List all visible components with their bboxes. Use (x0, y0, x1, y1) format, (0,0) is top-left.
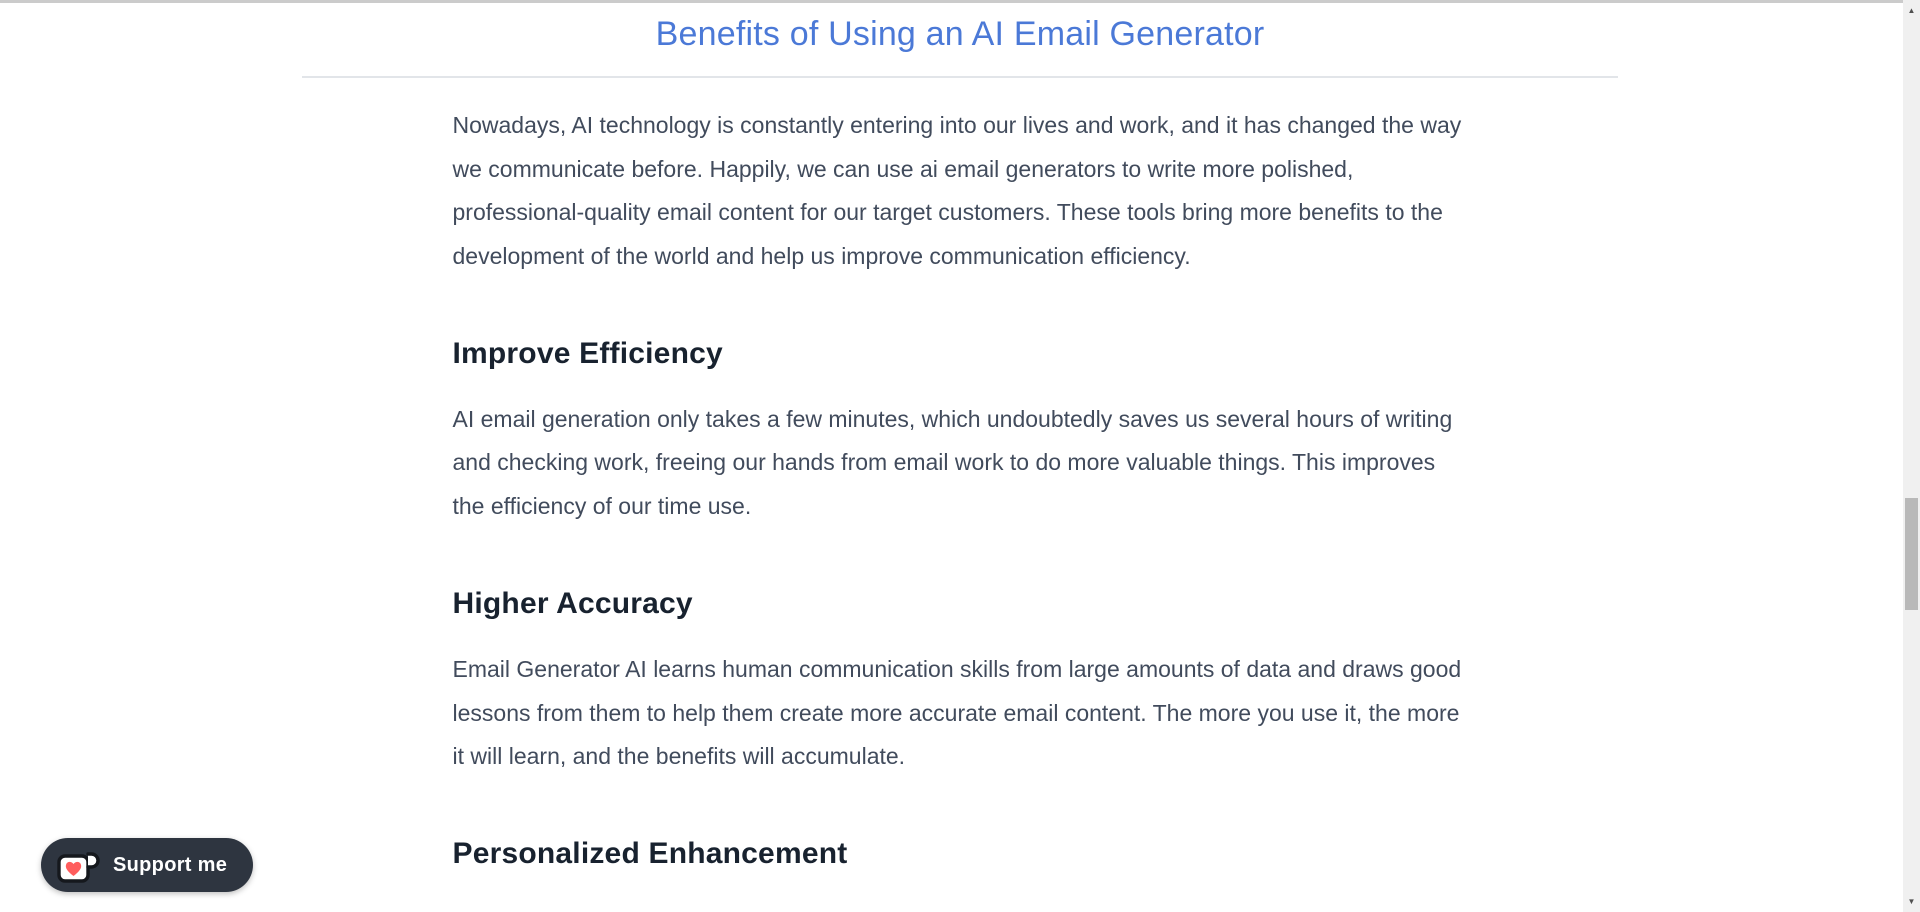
section-paragraph-higher-accuracy: Email Generator AI learns human communication skills from large amounts of data and draws good lessons from them to help them create more accurate email content. The more you use it, the more it will learn, and the benefits will accumulate. (452, 655, 1462, 770)
scrollbar-up-button[interactable] (1903, 2, 1920, 19)
section-heading-higher-accuracy: Higher Accuracy (452, 586, 693, 620)
scrollbar[interactable] (1903, 0, 1920, 912)
section-paragraph-improve-efficiency: AI email generation only takes a few minutes, which undoubtedly saves us several hours of writing and checking work, freeing our hands from email work to do more valuable things. This improves the efficiency of our time use. (452, 405, 1453, 520)
section-heading-personalized-enhancement: Personalized Enhancement (452, 836, 848, 870)
scrollbar-thumb[interactable] (1905, 498, 1918, 610)
top-border (0, 0, 1920, 3)
support-me-label: Support me (113, 853, 228, 876)
section-heading-improve-efficiency: Improve Efficiency (452, 336, 723, 370)
scrollbar-down-arrow-icon: ▼ (1907, 897, 1916, 906)
content-wrapper (302, 0, 1618, 873)
article (453, 104, 1468, 873)
scrollbar-up-arrow-icon: ▲ (1907, 6, 1916, 15)
page-title: Benefits of Using an AI Email Generator (655, 15, 1265, 53)
intro-paragraph: Nowadays, AI technology is constantly entering into our lives and work, and it has changed the way we communicate before. Happily, we can use ai email generators to write more polished, professional-quality email content for our target customers. These tools bring more benefits to the development of the world and help us improve communication efficiency. (452, 112, 1462, 270)
support-me-button[interactable] (41, 838, 253, 892)
title-divider (302, 76, 1618, 78)
coffee-cup-heart-icon (56, 847, 100, 883)
scrollbar-down-button[interactable] (1903, 893, 1920, 910)
